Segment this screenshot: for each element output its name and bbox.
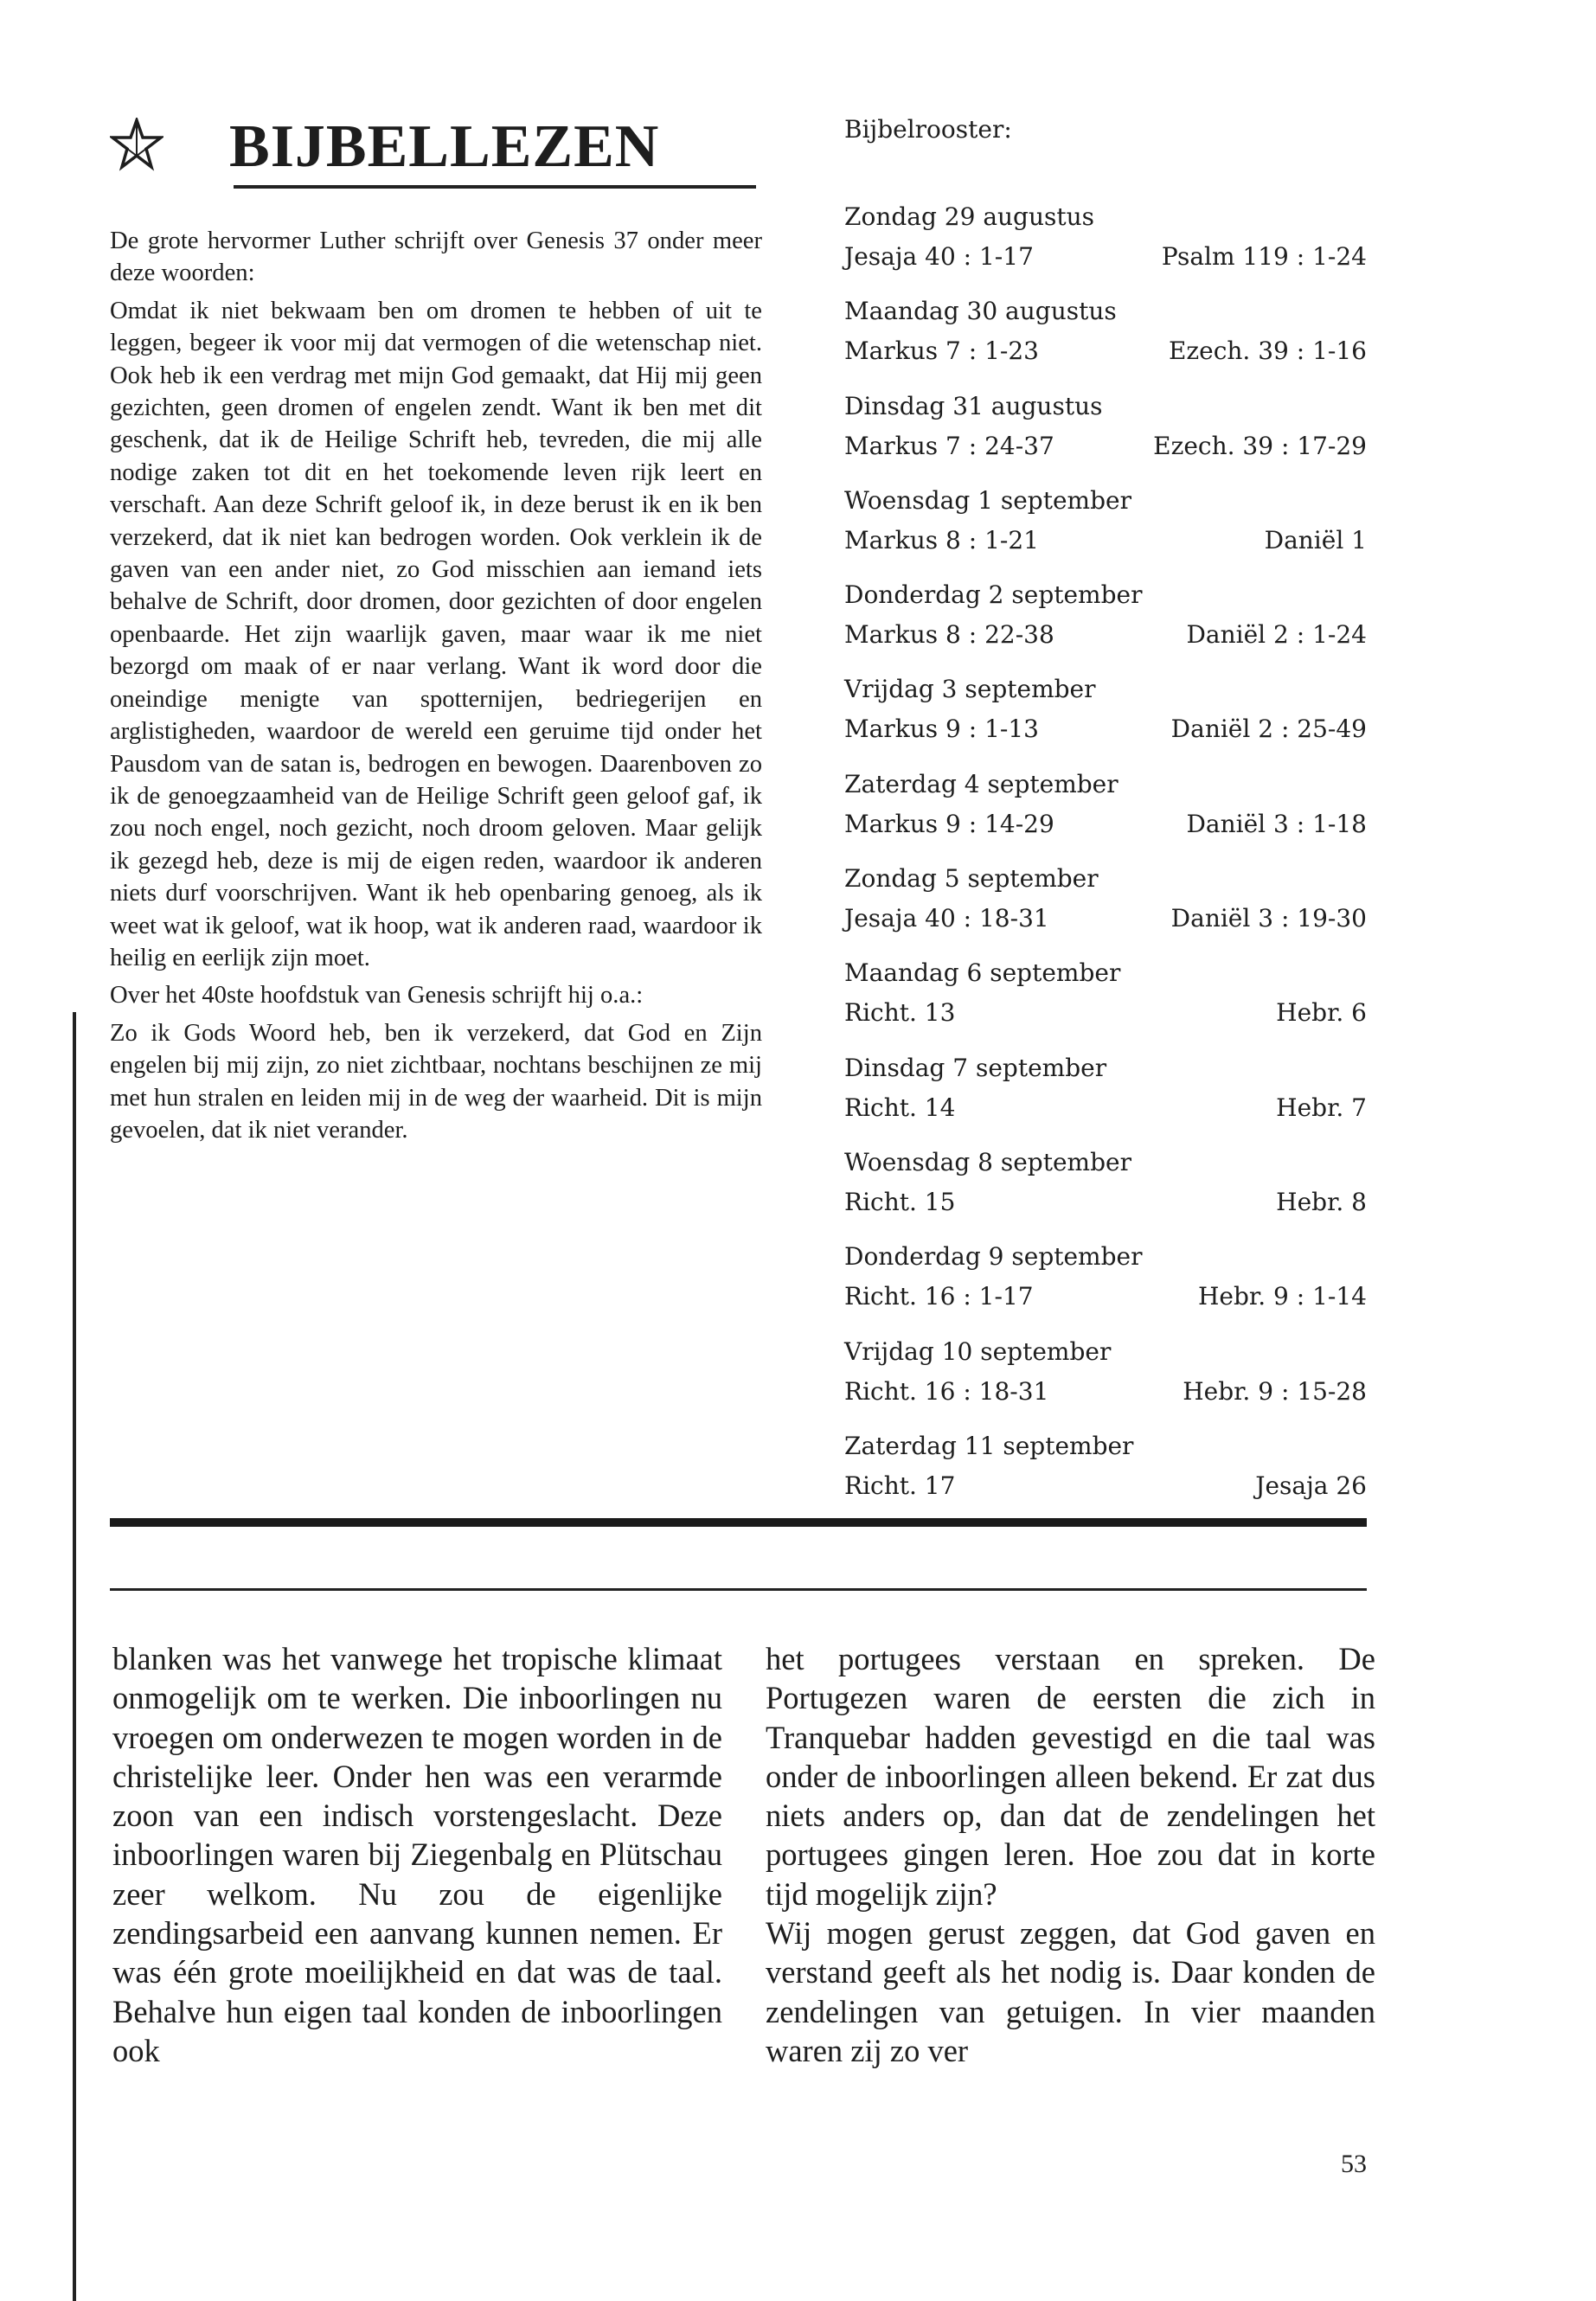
schedule-reading-1: Richt. 16 : 18-31 xyxy=(844,1376,1049,1406)
schedule-entry xyxy=(844,1143,1367,1237)
schedule-entry xyxy=(844,387,1367,481)
page-number: 53 xyxy=(1341,2150,1367,2178)
schedule-entry xyxy=(844,1048,1367,1143)
continuation-right-paragraph-2: Wij mogen gerust zeggen, dat God gaven en verstand geeft als het nodig is. Daar konden de zendelingen van getuigen. In vier maanden waren zij zo ver xyxy=(766,1915,1375,2068)
title-underline xyxy=(234,185,756,189)
schedule-date: Maandag 6 september xyxy=(844,958,1121,988)
schedule-reading-1: Jesaja 40 : 1-17 xyxy=(844,242,1034,271)
schedule-entry xyxy=(844,1426,1367,1521)
schedule-date: Dinsdag 31 augustus xyxy=(844,391,1103,420)
star-icon xyxy=(110,118,163,171)
continuation-right-paragraph-1: het portugees verstaan en spreken. De Portugezen waren de eersten die zich in Tranquebar hadden gevestigd en die taal was onder de inboorlingen alleen bekend. Er zat dus niets anders op, dan dat de zendelingen het portugees gingen leren. Hoe zou dat in korte tijd mogelijk zijn? xyxy=(766,1641,1375,1912)
schedule-reading-2: Psalm 119 : 1-24 xyxy=(1161,242,1367,271)
schedule-entry xyxy=(844,670,1367,764)
schedule-date: Zaterdag 11 september xyxy=(844,1431,1134,1460)
schedule-reading-2: Hebr. 9 : 15-28 xyxy=(1183,1376,1367,1406)
page-title: BIJBELLEZEN xyxy=(229,113,660,180)
schedule-reading-2: Daniël 2 : 1-24 xyxy=(1186,620,1367,650)
bible-schedule xyxy=(844,112,1367,1521)
schedule-entry xyxy=(844,1237,1367,1331)
schedule-date: Maandag 30 augustus xyxy=(844,297,1117,326)
schedule-reading-1: Richt. 13 xyxy=(844,998,956,1028)
schedule-reading-1: Markus 7 : 24-37 xyxy=(844,431,1054,460)
scan-edge-line xyxy=(73,1012,76,2301)
schedule-reading-1: Richt. 15 xyxy=(844,1187,956,1216)
article-header xyxy=(110,112,767,182)
schedule-reading-2: Daniël 3 : 19-30 xyxy=(1170,904,1367,933)
schedule-reading-2: Ezech. 39 : 17-29 xyxy=(1153,431,1367,460)
schedule-reading-1: Richt. 14 xyxy=(844,1093,956,1122)
schedule-date: Woensdag 1 september xyxy=(844,485,1131,515)
schedule-date: Zaterdag 4 september xyxy=(844,769,1118,798)
schedule-reading-1: Markus 7 : 1-23 xyxy=(844,336,1039,366)
schedule-reading-2: Hebr. 9 : 1-14 xyxy=(1198,1282,1367,1311)
section-divider-rule xyxy=(110,1588,1367,1591)
schedule-reading-1: Markus 8 : 1-21 xyxy=(844,525,1039,554)
schedule-entry xyxy=(844,953,1367,1048)
section-divider-bar xyxy=(110,1518,1367,1527)
schedule-reading-1: Richt. 17 xyxy=(844,1471,956,1500)
schedule-reading-2: Hebr. 7 xyxy=(1276,1093,1367,1122)
continuation-left-column xyxy=(112,1639,722,2070)
schedule-date: Woensdag 8 september xyxy=(844,1147,1131,1176)
schedule-entry xyxy=(844,765,1367,859)
schedule-entry xyxy=(844,575,1367,670)
schedule-date: Zondag 5 september xyxy=(844,864,1099,894)
paragraph-intro-genesis-40: Over het 40ste hoofdstuk van Genesis schrijft hij o.a.: xyxy=(110,982,644,1009)
schedule-reading-2: Hebr. 8 xyxy=(1276,1187,1367,1216)
schedule-date: Donderdag 9 september xyxy=(844,1242,1143,1272)
schedule-reading-1: Markus 9 : 1-13 xyxy=(844,715,1039,744)
schedule-date: Vrijdag 10 september xyxy=(844,1336,1112,1366)
paragraph-intro: De grote hervormer Luther schrijft over Genesis 37 onder meer deze woorden: xyxy=(110,228,762,287)
schedule-date: Zondag 29 augustus xyxy=(844,202,1095,231)
schedule-date: Donderdag 2 september xyxy=(844,580,1143,610)
schedule-entry xyxy=(844,481,1367,575)
continuation-left-text: blanken was het vanwege het tropische klimaat onmogelijk om te werken. Die inboorlingen nu vroegen om onderwezen te mogen worden in de christelijke leer. Onder hen was een verarmde zoon van een indisch vorstengeslacht. Deze inboorlingen waren bij Ziegenbalg en Plütschau zeer welkom. Nu zou de eigenlijke zendingsarbeid een aanvang kunnen nemen. Er was één grote moeilijkheid en dat was de taal. Behalve hun eigen taal konden de inboorlingen ook xyxy=(112,1641,722,2068)
schedule-reading-1: Markus 9 : 14-29 xyxy=(844,809,1054,838)
schedule-entry xyxy=(844,1332,1367,1426)
schedule-reading-2: Daniël 2 : 25-49 xyxy=(1170,715,1367,744)
schedule-date: Dinsdag 7 september xyxy=(844,1053,1107,1082)
paragraph-quote-genesis-37: Omdat ik niet bekwaam ben om dromen te hebben of uit te leggen, begeer ik voor mij dat vermogen of die wetenschap niet. Ook heb ik een verdrag met mijn God gemaakt, dat Hij mij geen gezichten, geen dromen of engelen zendt. Want ik ben met dit geschenk, dat ik de Heilige Schrift heb, tevreden, die mij alle nodige zaken tot dit en het toekomende leven rijk leert en verschaft. Aan deze Schrift geloof ik, in deze berust ik en ik ben verzekerd, dat ik niet kan bedrogen worden. Ook verklein ik de gaven van een ander niet, zo God misschien aan iemand iets behalve de Schrift, door dromen, door gezichten of door engelen openbaarde. Het zijn waarlijk gaven, maar waar ik me niet bezorgd om maak of er naar verlang. Want ik word door die oneindige menigte van spotternijen, bedriegerijen en arglistigheden, waardoor de wereld een geruime tijd onder het Pausdom van de satan is, bedrogen en bewogen. Daarenboven zo ik de genoegzaamheid van de Heilige Schrift geen geloof gaf, ik zou noch engel, noch gezicht, noch droom geloven. Maar gelijk ik gezegd heb, deze is mij de eigen reden, waardoor ik anderen niets durf voorschrijven. Want ik heb openbaring genoeg, als ik weet wat ik geloof, wat ik hoop, wat ik anderen raad, waardoor ik heilig en eerlijk zijn moet. xyxy=(110,297,762,971)
continuation-right-column xyxy=(766,1639,1375,2070)
schedule-entry xyxy=(844,292,1367,386)
schedule-reading-2: Jesaja 26 xyxy=(1255,1471,1367,1500)
schedule-entry xyxy=(844,859,1367,953)
schedule-reading-2: Daniël 1 xyxy=(1264,525,1367,554)
paragraph-quote-genesis-40: Zo ik Gods Woord heb, ben ik verzekerd, dat God en Zijn engelen bij mij zijn, zo niet zichtbaar, nochtans beschijnen ze mij met hun stralen en leiden mij in de weg der waarheid. Dit is mijn gevoelen, dat ik niet verander. xyxy=(110,1019,762,1144)
schedule-reading-2: Daniël 3 : 1-18 xyxy=(1186,809,1367,838)
schedule-reading-2: Hebr. 6 xyxy=(1276,998,1367,1028)
schedule-reading-1: Jesaja 40 : 18-31 xyxy=(844,904,1049,933)
schedule-reading-2: Ezech. 39 : 1-16 xyxy=(1168,336,1367,366)
schedule-date: Vrijdag 3 september xyxy=(844,675,1096,704)
schedule-reading-1: Markus 8 : 22-38 xyxy=(844,620,1054,650)
article-body xyxy=(110,225,762,1146)
schedule-reading-1: Richt. 16 : 1-17 xyxy=(844,1282,1034,1311)
schedule-title: Bijbelrooster: xyxy=(844,115,1012,144)
schedule-entry xyxy=(844,197,1367,292)
